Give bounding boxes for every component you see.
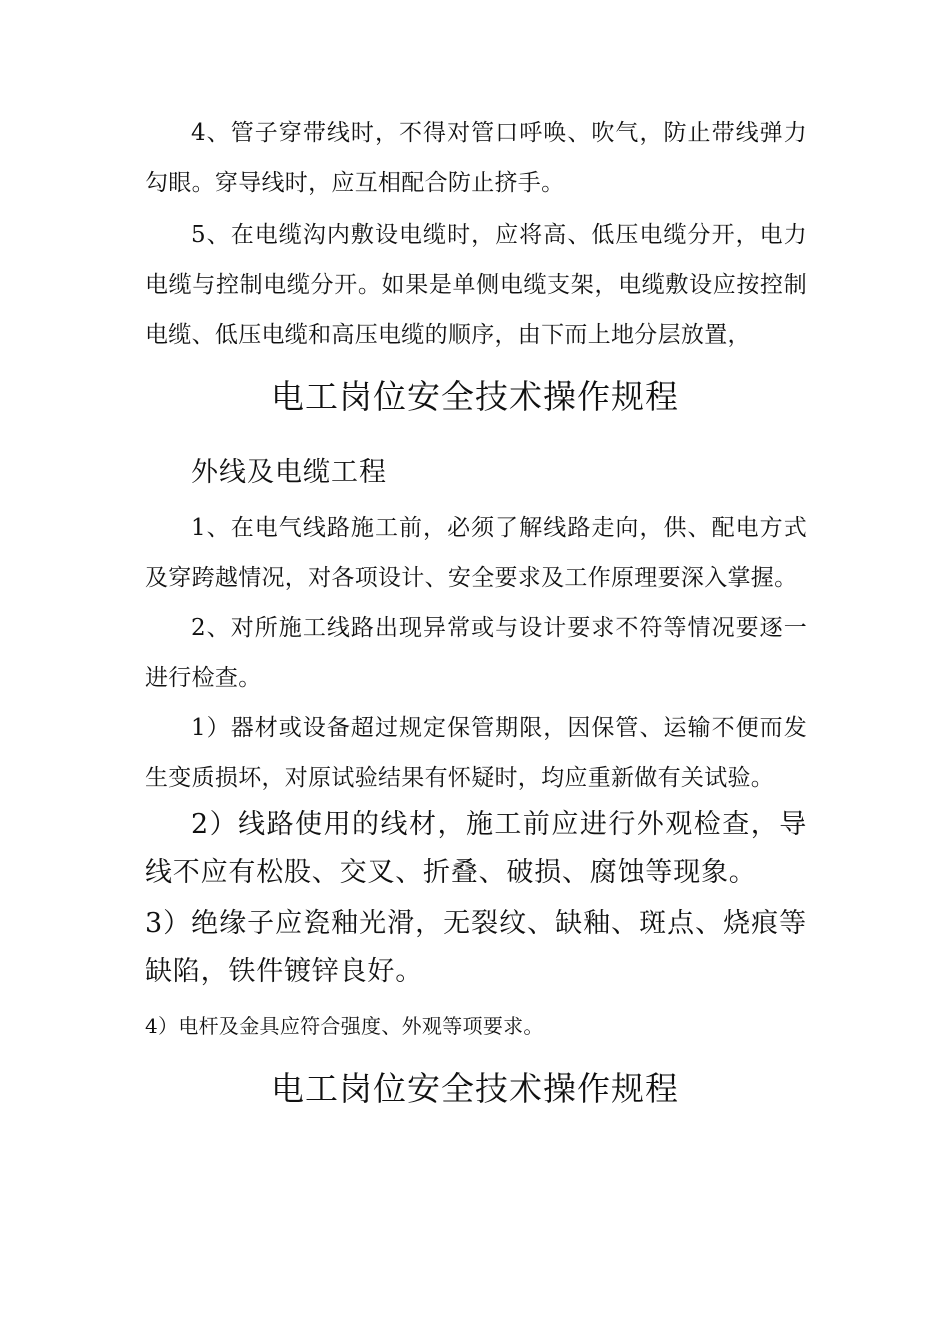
paragraph-sub-3: 3）绝缘子应瓷釉光滑，无裂纹、缺釉、斑点、烧痕等缺陷，铁件镀锌良好。 bbox=[145, 908, 807, 987]
section-heading: 外线及电缆工程 bbox=[191, 457, 387, 488]
paragraph-sub-1: 1）器材或设备超过规定保管期限，因保管、运输不便而发生变质损坏，对原试验结果有怀疑时，均应重新做有关试验。 bbox=[145, 715, 807, 791]
paragraph-sub-2: 2）线路使用的线材，施工前应进行外观检查，导线不应有松股、交叉、折叠、破损、腐蚀等现象。 bbox=[145, 809, 807, 888]
paragraph-item-4: 4、管子穿带线时，不得对管口呼唤、吹气，防止带线弹力勾眼。穿导线时，应互相配合防止挤手。 bbox=[145, 120, 807, 196]
document-title-repeat: 电工岗位安全技术操作规程 bbox=[271, 1069, 679, 1108]
paragraph-1: 1、在电气线路施工前，必须了解线路走向，供、配电方式及穿跨越情况，对各项设计、安全要求及工作原理要深入掌握。 bbox=[145, 515, 807, 591]
paragraph-2: 2、对所施工线路出现异常或与设计要求不符等情况要逐一进行检查。 bbox=[145, 615, 807, 691]
paragraph-item-5: 5、在电缆沟内敷设电缆时，应将高、低压电缆分开，电力电缆与控制电缆分开。如果是单侧电缆支架，电缆敷设应按控制电缆、低压电缆和高压电缆的顺序，由下而上地分层放置， bbox=[145, 222, 807, 348]
document-title: 电工岗位安全技术操作规程 bbox=[271, 377, 679, 416]
paragraph-sub-4: 4）电杆及金具应符合强度、外观等项要求。 bbox=[145, 1014, 544, 1038]
